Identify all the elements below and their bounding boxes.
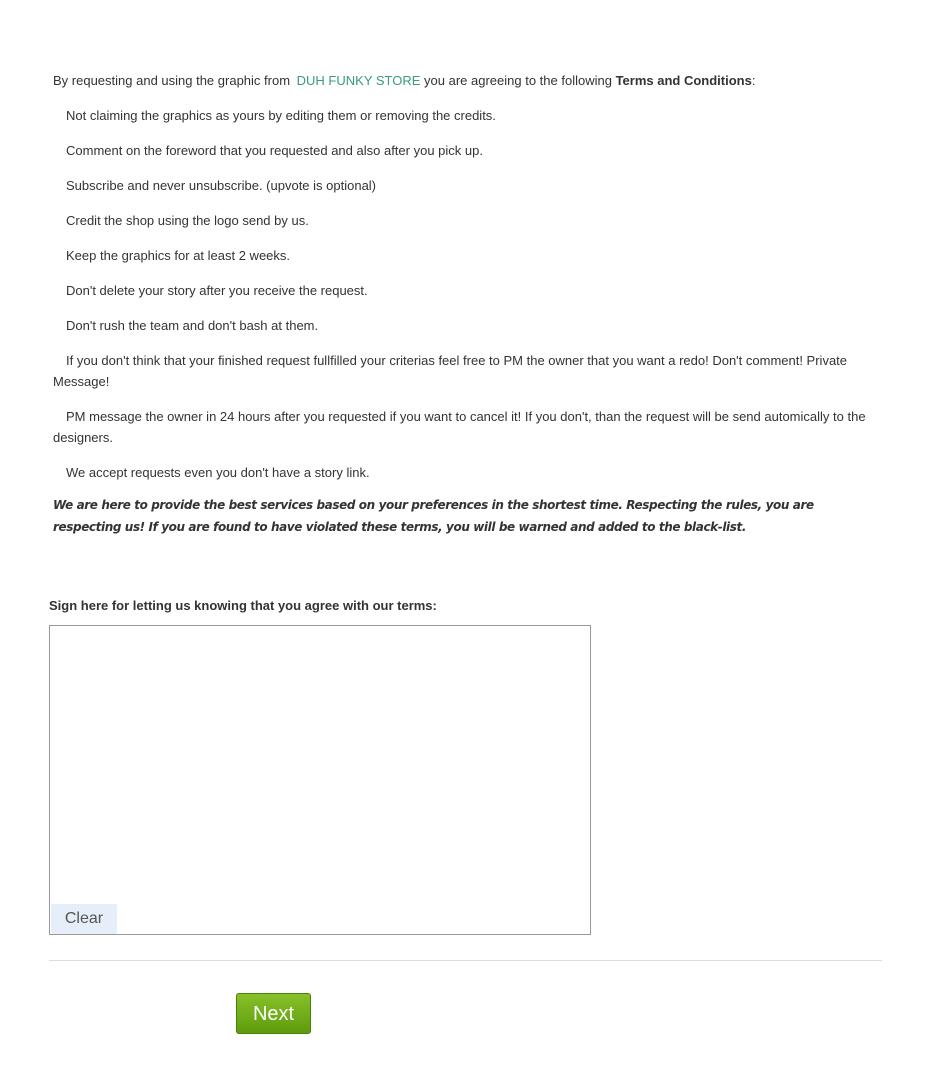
intro-prefix: By requesting and using the graphic from (53, 73, 291, 88)
rule-item: Not claiming the graphics as yours by editing them or removing the credits. (66, 108, 496, 123)
rule-item: PM message the owner in 24 hours after you requested if you want to cancel it! If you don't, than the request will be send automically to the designers. (53, 409, 866, 445)
rule-item: Don't rush the team and don't bash at them. (66, 318, 319, 333)
terms-section (53, 70, 883, 538)
store-link[interactable]: DUH FUNKY STORE (296, 73, 421, 88)
terms-intro (53, 70, 883, 91)
rule-item: We accept requests even you don't have a story link. (66, 465, 370, 480)
divider (49, 960, 882, 961)
intro-suffix: : (751, 73, 756, 88)
clear-signature-button[interactable]: Clear (51, 904, 117, 934)
rule-item: Keep the graphics for at least 2 weeks. (66, 248, 291, 263)
next-button[interactable]: Next (236, 993, 311, 1034)
terms-and-conditions-label: Terms and Conditions (615, 73, 752, 88)
intro-middle: you are agreeing to the following (420, 73, 616, 88)
signature-label: Sign here for letting us knowing that you agree with our terms: (49, 598, 437, 613)
rule-item: Credit the shop using the logo send by us. (66, 213, 309, 228)
rule-item: Comment on the foreword that you requested and also after you pick up. (66, 143, 483, 158)
rule-item: If you don't think that your finished request fullfilled your criterias feel free to PM the owner that you want a redo! Don't comment! Private Message! (53, 353, 848, 389)
signature-pad[interactable] (49, 625, 591, 935)
rule-item: Subscribe and never unsubscribe. (upvote is optional) (66, 178, 377, 193)
rule-item: Don't delete your story after you receive the request. (66, 283, 368, 298)
closing-statement: We are here to provide the best services based on your preferences in the shortest time. Respecting the rules, you are respecting us! If you are found to have violated these terms, you will be warned and added to the black-list. (53, 498, 814, 534)
